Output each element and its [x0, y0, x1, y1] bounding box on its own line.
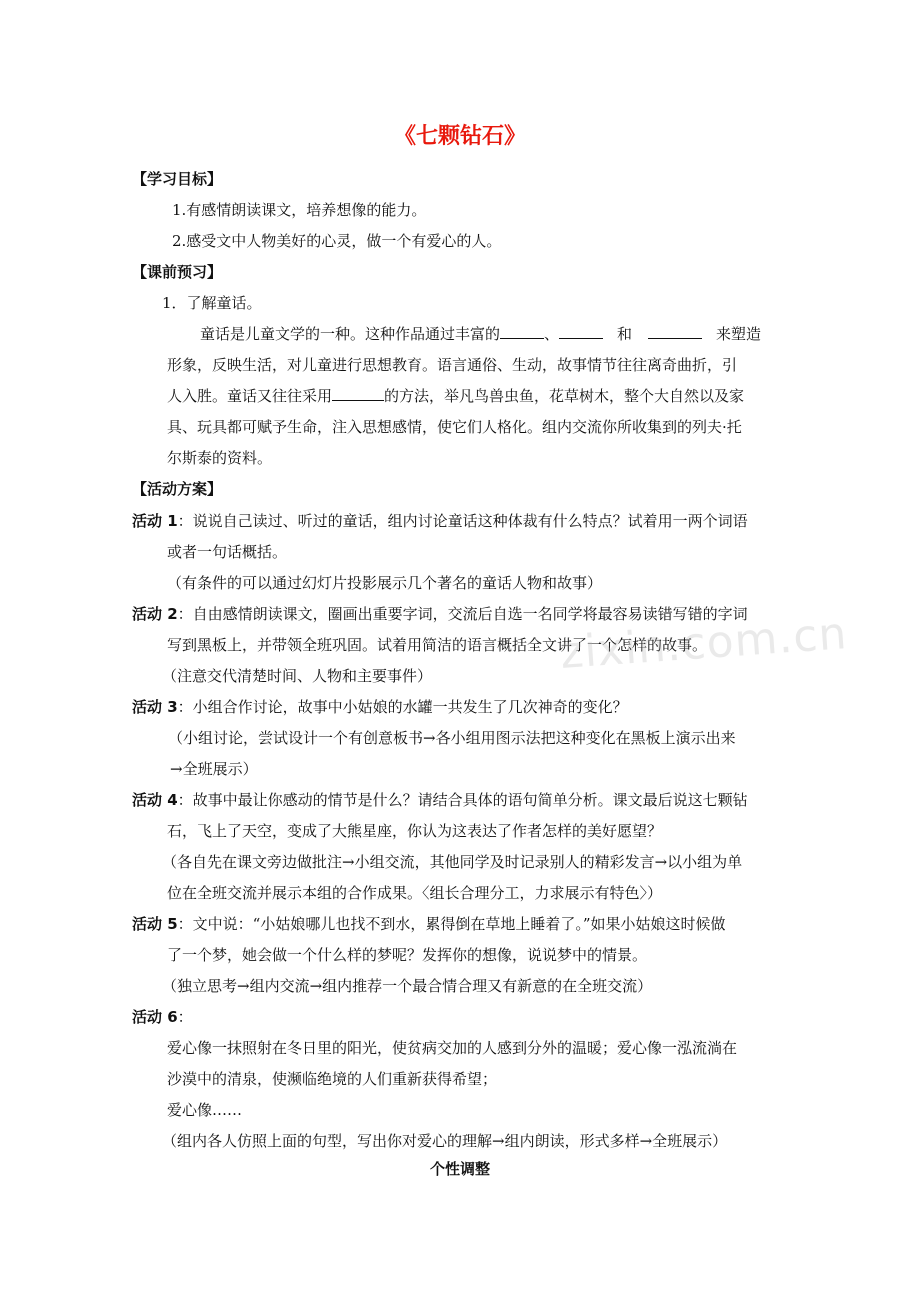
watermark: zixin.com.cn: [558, 608, 849, 679]
fill-blank[interactable]: [332, 385, 384, 401]
preview-paragraph-line: 童话是儿童文学的一种。这种作品通过丰富的 、 和 来塑造: [200, 325, 762, 343]
fill-blank[interactable]: [559, 323, 603, 339]
preview-paragraph-line: 具、玩具都可赋予生命，注入思想感情，使它们人格化。组内交流你所收集到的列夫·托: [167, 418, 742, 436]
section-heading-plan: 【活动方案】: [132, 480, 223, 498]
activity-4: 活动 4：故事中最让你感动的情节是什么？请结合具体的语句简单分析。课文最后说这七颗钻: [132, 791, 748, 809]
section-heading-preview: 【课前预习】: [132, 263, 223, 281]
activity-6: 活动 6：: [132, 1008, 193, 1026]
activity-6-note: （组内各人仿照上面的句型，写出你对爱心的理解→组内朗读，形式多样→全班展示）: [162, 1132, 728, 1150]
section-heading-goals: 【学习目标】: [132, 170, 223, 188]
fill-blank[interactable]: [648, 323, 702, 339]
activity-3-note: （小组讨论，尝试设计一个有创意板书→各小组用图示法把这种变化在黑板上演示出来: [168, 729, 736, 747]
preview-paragraph-line: 尔斯泰的资料。: [167, 449, 273, 467]
activity-5-line: 了一个梦，她会做一个什么样的梦呢？发挥你的想像，说说梦中的情景。: [167, 946, 648, 964]
activity-1-note: （有条件的可以通过幻灯片投影展示几个著名的童话人物和故事）: [167, 574, 603, 592]
activity-4-note: 位在全班交流并展示本组的合作成果。〈组长合理分工，力求展示有特色〉）: [167, 884, 663, 902]
activity-6-line: 爱心像……: [167, 1101, 243, 1119]
activity-1: 活动 1：说说自己读过、听过的童话，组内讨论童话这种体裁有什么特点？试着用一两个词语: [132, 512, 748, 530]
goal-item: 2.感受文中人物美好的心灵，做一个有爱心的人。: [172, 232, 502, 250]
preview-paragraph-line: 形象，反映生活，对儿童进行思想教育。语言通俗、生动，故事情节往往离奇曲折，引: [167, 356, 738, 374]
activity-6-line: 爱心像一抹照射在冬日里的阳光，使贫病交加的人感到分外的温暖；爱心像一泓流淌在: [167, 1039, 738, 1057]
goal-item: 1.有感情朗读课文，培养想像的能力。: [172, 201, 427, 219]
preview-paragraph-line: 人入胜。童话又往往采用 的方法，举凡鸟兽虫鱼，花草树木，整个大自然以及家: [167, 387, 745, 405]
fill-blank[interactable]: [500, 323, 544, 339]
activity-2: 活动 2：自由感情朗读课文，圈画出重要字词，交流后自选一名同学将最容易读错写错的字词: [132, 605, 748, 623]
activity-2-line: 写到黑板上，并带领全班巩固。试着用简洁的语言概括全文讲了一个怎样的故事。: [167, 636, 708, 654]
activity-1-line: 或者一句话概括。: [167, 543, 288, 561]
activity-3-note: →全班展示）: [170, 760, 258, 778]
activity-4-note: （各自先在课文旁边做批注→小组交流，其他同学及时记录别人的精彩发言→以小组为单: [162, 853, 743, 871]
preview-item: 1．了解童话。: [162, 294, 262, 312]
activity-2-note: （注意交代清楚时间、人物和主要事件）: [162, 667, 433, 685]
activity-5: 活动 5：文中说：“小姑娘哪儿也找不到水，累得倒在草地上睡着了。”如果小姑娘这时候做: [132, 915, 726, 933]
activity-5-note: （独立思考→组内交流→组内推荐一个最合情合理又有新意的在全班交流）: [162, 977, 653, 995]
activity-6-line: 沙漠中的清泉，使濒临绝境的人们重新获得希望；: [167, 1070, 498, 1088]
activity-4-line: 石，飞上了天空，变成了大熊星座，你认为这表达了作者怎样的美好愿望？: [167, 822, 663, 840]
section-footer-title: 个性调整: [429, 1160, 490, 1178]
page-title: 《七颗钻石》: [393, 124, 526, 149]
activity-3: 活动 3：小组合作讨论，故事中小姑娘的水罐一共发生了几次神奇的变化？: [132, 698, 628, 716]
